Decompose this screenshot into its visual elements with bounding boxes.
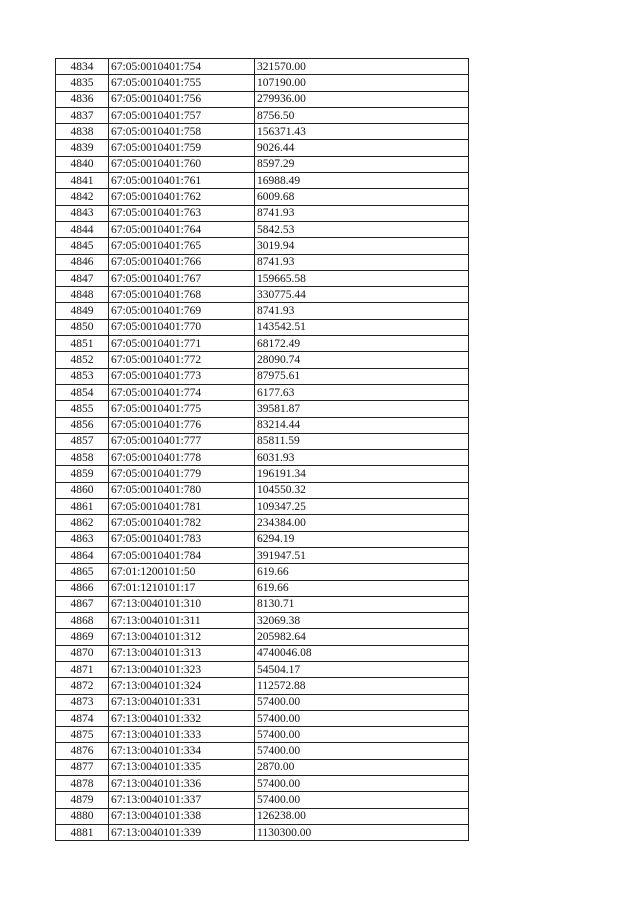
cadastral-number-cell: 67:13:0040101:338 — [109, 808, 255, 824]
value-cell: 107190.00 — [255, 75, 469, 91]
table-row — [56, 352, 469, 368]
row-number-cell: 4850 — [56, 319, 109, 335]
row-number-cell: 4859 — [56, 466, 109, 482]
row-number-cell: 4875 — [56, 727, 109, 743]
row-number-cell: 4838 — [56, 124, 109, 140]
table-row — [56, 91, 469, 107]
table-row — [56, 238, 469, 254]
cadastral-number-cell: 67:13:0040101:331 — [109, 694, 255, 710]
row-number-cell: 4879 — [56, 792, 109, 808]
row-number-cell: 4841 — [56, 173, 109, 189]
value-cell: 619.66 — [255, 564, 469, 580]
value-cell: 54504.17 — [255, 661, 469, 677]
cadastral-number-cell: 67:05:0010401:760 — [109, 156, 255, 172]
value-cell: 6294.19 — [255, 531, 469, 547]
table-row — [56, 694, 469, 710]
cadastral-number-cell: 67:05:0010401:781 — [109, 499, 255, 515]
table-row — [56, 205, 469, 221]
table-row — [56, 515, 469, 531]
row-number-cell: 4835 — [56, 75, 109, 91]
row-number-cell: 4846 — [56, 254, 109, 270]
cadastral-number-cell: 67:05:0010401:773 — [109, 368, 255, 384]
value-cell: 8741.93 — [255, 303, 469, 319]
table-row — [56, 75, 469, 91]
row-number-cell: 4866 — [56, 580, 109, 596]
table-row — [56, 661, 469, 677]
cadastral-number-cell: 67:05:0010401:784 — [109, 547, 255, 563]
cadastral-number-cell: 67:01:1210101:17 — [109, 580, 255, 596]
row-number-cell: 4851 — [56, 336, 109, 352]
row-number-cell: 4843 — [56, 205, 109, 221]
value-cell: 330775.44 — [255, 287, 469, 303]
cadastral-number-cell: 67:05:0010401:755 — [109, 75, 255, 91]
value-cell: 2870.00 — [255, 759, 469, 775]
cadastral-number-cell: 67:05:0010401:761 — [109, 173, 255, 189]
cadastral-number-cell: 67:13:0040101:332 — [109, 710, 255, 726]
value-cell: 57400.00 — [255, 710, 469, 726]
cadastral-number-cell: 67:05:0010401:765 — [109, 238, 255, 254]
table-row — [56, 140, 469, 156]
cadastral-number-cell: 67:05:0010401:762 — [109, 189, 255, 205]
value-cell: 279936.00 — [255, 91, 469, 107]
row-number-cell: 4865 — [56, 564, 109, 580]
table-row — [56, 759, 469, 775]
value-cell: 196191.34 — [255, 466, 469, 482]
row-number-cell: 4877 — [56, 759, 109, 775]
cadastral-number-cell: 67:05:0010401:769 — [109, 303, 255, 319]
cadastral-number-cell: 67:05:0010401:772 — [109, 352, 255, 368]
cadastral-number-cell: 67:05:0010401:780 — [109, 482, 255, 498]
cadastral-number-cell: 67:05:0010401:764 — [109, 221, 255, 237]
table-row — [56, 433, 469, 449]
cadastral-number-cell: 67:05:0010401:779 — [109, 466, 255, 482]
value-cell: 6009.68 — [255, 189, 469, 205]
value-cell: 321570.00 — [255, 59, 469, 75]
value-cell: 8756.50 — [255, 107, 469, 123]
row-number-cell: 4867 — [56, 596, 109, 612]
value-cell: 6031.93 — [255, 450, 469, 466]
table-row — [56, 107, 469, 123]
table-row — [56, 59, 469, 75]
cadastral-number-cell: 67:05:0010401:766 — [109, 254, 255, 270]
table-row — [56, 678, 469, 694]
row-number-cell: 4837 — [56, 107, 109, 123]
value-cell: 159665.58 — [255, 270, 469, 286]
cadastral-number-cell: 67:13:0040101:311 — [109, 613, 255, 629]
cadastral-number-cell: 67:05:0010401:767 — [109, 270, 255, 286]
row-number-cell: 4869 — [56, 629, 109, 645]
cadastral-number-cell: 67:05:0010401:756 — [109, 91, 255, 107]
cadastral-number-cell: 67:05:0010401:759 — [109, 140, 255, 156]
value-cell: 109347.25 — [255, 499, 469, 515]
row-number-cell: 4863 — [56, 531, 109, 547]
value-cell: 8130.71 — [255, 596, 469, 612]
cadastral-number-cell: 67:13:0040101:336 — [109, 776, 255, 792]
value-cell: 391947.51 — [255, 547, 469, 563]
cadastral-number-cell: 67:13:0040101:310 — [109, 596, 255, 612]
table-row — [56, 319, 469, 335]
value-cell: 57400.00 — [255, 776, 469, 792]
value-cell: 85811.59 — [255, 433, 469, 449]
cadastral-number-cell: 67:13:0040101:333 — [109, 727, 255, 743]
table-row — [56, 450, 469, 466]
value-cell: 112572.88 — [255, 678, 469, 694]
cadastral-number-cell: 67:13:0040101:334 — [109, 743, 255, 759]
table-row — [56, 482, 469, 498]
value-cell: 1130300.00 — [255, 824, 469, 840]
cadastral-number-cell: 67:05:0010401:758 — [109, 124, 255, 140]
cadastral-number-cell: 67:05:0010401:770 — [109, 319, 255, 335]
cadastral-number-cell: 67:13:0040101:312 — [109, 629, 255, 645]
value-cell: 8741.93 — [255, 205, 469, 221]
value-cell: 3019.94 — [255, 238, 469, 254]
table-row — [56, 336, 469, 352]
value-cell: 126238.00 — [255, 808, 469, 824]
value-cell: 6177.63 — [255, 384, 469, 400]
table-row — [56, 547, 469, 563]
row-number-cell: 4861 — [56, 499, 109, 515]
row-number-cell: 4857 — [56, 433, 109, 449]
table-row — [56, 401, 469, 417]
cadastral-number-cell: 67:05:0010401:771 — [109, 336, 255, 352]
cadastral-number-cell: 67:05:0010401:754 — [109, 59, 255, 75]
table-row — [56, 613, 469, 629]
row-number-cell: 4876 — [56, 743, 109, 759]
value-cell: 234384.00 — [255, 515, 469, 531]
row-number-cell: 4853 — [56, 368, 109, 384]
cadastral-number-cell: 67:13:0040101:323 — [109, 661, 255, 677]
value-cell: 619.66 — [255, 580, 469, 596]
table-row — [56, 466, 469, 482]
table-row — [56, 824, 469, 840]
row-number-cell: 4881 — [56, 824, 109, 840]
table-row — [56, 254, 469, 270]
table-body — [56, 59, 469, 841]
value-cell: 143542.51 — [255, 319, 469, 335]
table-row — [56, 221, 469, 237]
table-row — [56, 124, 469, 140]
table-row — [56, 743, 469, 759]
table-row — [56, 156, 469, 172]
row-number-cell: 4871 — [56, 661, 109, 677]
table-row — [56, 792, 469, 808]
table-row — [56, 629, 469, 645]
value-cell: 57400.00 — [255, 792, 469, 808]
row-number-cell: 4868 — [56, 613, 109, 629]
cadastral-number-cell: 67:05:0010401:757 — [109, 107, 255, 123]
row-number-cell: 4860 — [56, 482, 109, 498]
value-cell: 83214.44 — [255, 417, 469, 433]
cadastral-number-cell: 67:13:0040101:335 — [109, 759, 255, 775]
table-row — [56, 531, 469, 547]
row-number-cell: 4847 — [56, 270, 109, 286]
row-number-cell: 4880 — [56, 808, 109, 824]
row-number-cell: 4878 — [56, 776, 109, 792]
row-number-cell: 4862 — [56, 515, 109, 531]
table-row — [56, 580, 469, 596]
table-row — [56, 384, 469, 400]
row-number-cell: 4856 — [56, 417, 109, 433]
value-cell: 68172.49 — [255, 336, 469, 352]
value-cell: 156371.43 — [255, 124, 469, 140]
cadastral-number-cell: 67:05:0010401:782 — [109, 515, 255, 531]
value-cell: 8597.29 — [255, 156, 469, 172]
value-cell: 5842.53 — [255, 221, 469, 237]
row-number-cell: 4874 — [56, 710, 109, 726]
row-number-cell: 4852 — [56, 352, 109, 368]
cadastral-number-cell: 67:05:0010401:775 — [109, 401, 255, 417]
row-number-cell: 4844 — [56, 221, 109, 237]
value-cell: 205982.64 — [255, 629, 469, 645]
cadastral-number-cell: 67:13:0040101:324 — [109, 678, 255, 694]
value-cell: 28090.74 — [255, 352, 469, 368]
value-cell: 8741.93 — [255, 254, 469, 270]
table-row — [56, 710, 469, 726]
cadastral-number-cell: 67:05:0010401:774 — [109, 384, 255, 400]
value-cell: 57400.00 — [255, 727, 469, 743]
value-cell: 104550.32 — [255, 482, 469, 498]
cadastral-number-cell: 67:13:0040101:337 — [109, 792, 255, 808]
row-number-cell: 4845 — [56, 238, 109, 254]
table-row — [56, 270, 469, 286]
table-row — [56, 564, 469, 580]
cadastral-number-cell: 67:05:0010401:777 — [109, 433, 255, 449]
table-row — [56, 645, 469, 661]
row-number-cell: 4854 — [56, 384, 109, 400]
cadastral-number-cell: 67:05:0010401:763 — [109, 205, 255, 221]
table-row — [56, 368, 469, 384]
row-number-cell: 4839 — [56, 140, 109, 156]
table-row — [56, 303, 469, 319]
table-row — [56, 189, 469, 205]
value-cell: 16988.49 — [255, 173, 469, 189]
row-number-cell: 4864 — [56, 547, 109, 563]
cadastral-number-cell: 67:13:0040101:339 — [109, 824, 255, 840]
table-row — [56, 808, 469, 824]
cadastral-number-cell: 67:13:0040101:313 — [109, 645, 255, 661]
row-number-cell: 4836 — [56, 91, 109, 107]
value-cell: 32069.38 — [255, 613, 469, 629]
row-number-cell: 4858 — [56, 450, 109, 466]
cadastral-number-cell: 67:05:0010401:783 — [109, 531, 255, 547]
value-cell: 9026.44 — [255, 140, 469, 156]
value-cell: 57400.00 — [255, 694, 469, 710]
value-cell: 87975.61 — [255, 368, 469, 384]
table-row — [56, 417, 469, 433]
cadastral-value-table — [55, 58, 469, 841]
row-number-cell: 4834 — [56, 59, 109, 75]
cadastral-number-cell: 67:05:0010401:776 — [109, 417, 255, 433]
row-number-cell: 4848 — [56, 287, 109, 303]
table-row — [56, 727, 469, 743]
cadastral-number-cell: 67:05:0010401:778 — [109, 450, 255, 466]
row-number-cell: 4842 — [56, 189, 109, 205]
table-row — [56, 499, 469, 515]
table-row — [56, 596, 469, 612]
cadastral-number-cell: 67:01:1200101:50 — [109, 564, 255, 580]
table-row — [56, 173, 469, 189]
value-cell: 39581.87 — [255, 401, 469, 417]
table-row — [56, 776, 469, 792]
row-number-cell: 4873 — [56, 694, 109, 710]
cadastral-number-cell: 67:05:0010401:768 — [109, 287, 255, 303]
value-cell: 4740046.08 — [255, 645, 469, 661]
row-number-cell: 4855 — [56, 401, 109, 417]
value-cell: 57400.00 — [255, 743, 469, 759]
table-row — [56, 287, 469, 303]
row-number-cell: 4872 — [56, 678, 109, 694]
row-number-cell: 4840 — [56, 156, 109, 172]
row-number-cell: 4849 — [56, 303, 109, 319]
row-number-cell: 4870 — [56, 645, 109, 661]
